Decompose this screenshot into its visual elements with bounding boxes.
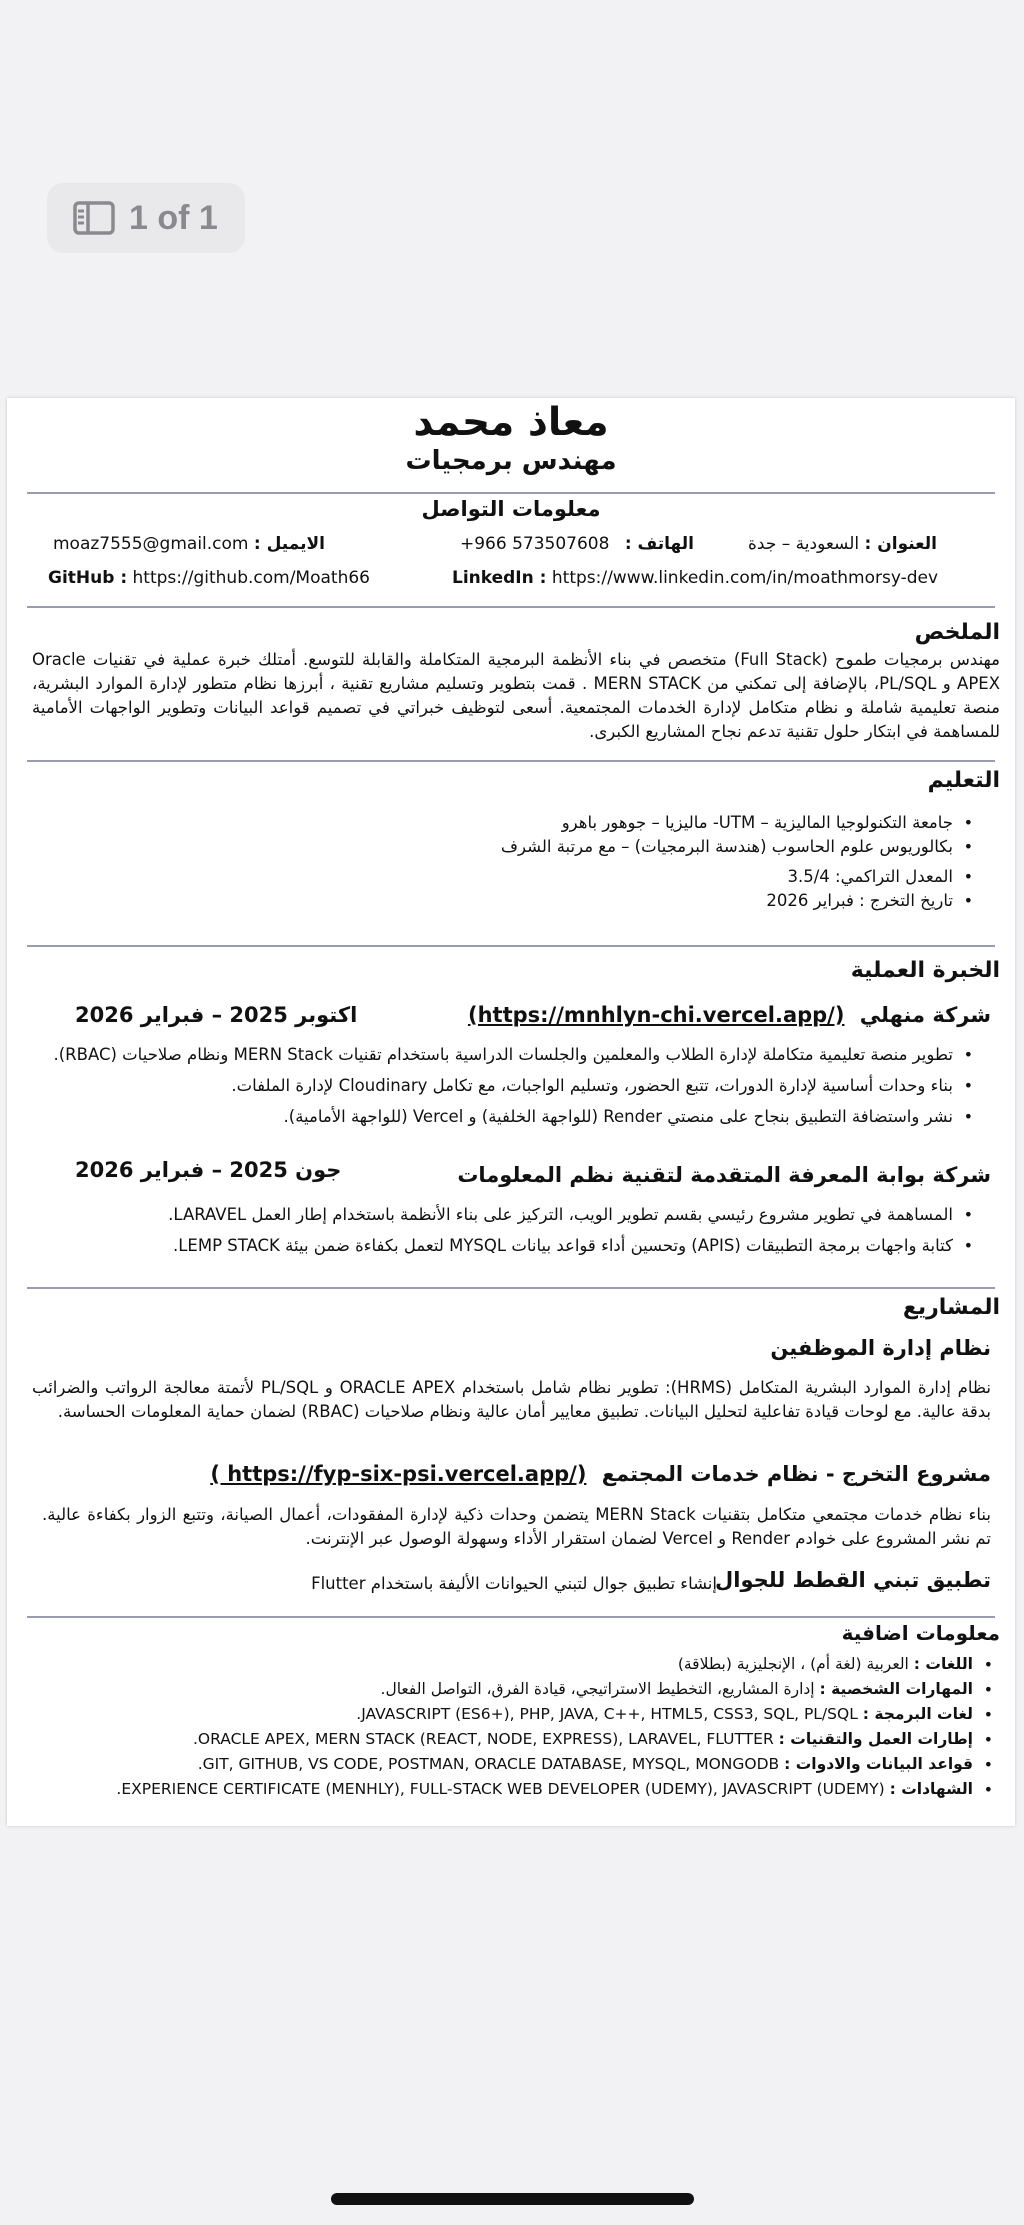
list-item: • بناء وحدات أساسية لإدارة الدورات، تتبع الحضور، وتسليم الواجبات، مع تكامل Cloudinary لإدارة الملفات. bbox=[52, 1074, 975, 1098]
divider bbox=[27, 1287, 995, 1289]
item-value: JAVASCRIPT (ES6+), PHP, JAVA, C++, HTML5, CSS3, SQL, PL/SQL. bbox=[356, 1705, 858, 1723]
email-value[interactable]: moaz7555@gmail.com bbox=[52, 534, 249, 554]
divider bbox=[27, 945, 995, 947]
candidate-title: مهندس برمجيات bbox=[405, 446, 617, 476]
list-item bbox=[17, 1702, 995, 1727]
candidate-name: معاذ محمد bbox=[413, 400, 609, 445]
item-label: إطارات العمل والتقنيات : bbox=[778, 1730, 973, 1748]
list-item: • كتابة واجهات برمجة التطبيقات (APIS) وتحسين أداء قواعد بيانات MYSQL لتعمل بكفاءة ضمن بيئة LEMP STACK. bbox=[52, 1234, 975, 1258]
item-label: الشهادات : bbox=[889, 1780, 973, 1798]
email bbox=[53, 534, 325, 554]
education-list bbox=[375, 811, 975, 913]
item-value: إدارة المشاريع، التخطيط الاستراتيجي، قيادة الفرق، التواصل الفعال. bbox=[380, 1680, 815, 1698]
item-label: قواعد البيانات والادوات : bbox=[784, 1755, 973, 1773]
list-item: • بكالوريوس علوم الحاسوب (هندسة البرمجيات) – مع مرتبة الشرف bbox=[375, 835, 975, 859]
address-label: العنوان : bbox=[864, 534, 937, 554]
github-link[interactable]: https://github.com/Moath66 bbox=[132, 568, 370, 588]
page-count: 1 of 1 bbox=[129, 198, 218, 237]
item-label: المهارات الشخصية : bbox=[819, 1680, 973, 1698]
education-heading: التعليم bbox=[927, 768, 1000, 793]
page-indicator[interactable] bbox=[47, 183, 245, 253]
email-label: الايميل : bbox=[253, 534, 325, 554]
resume-page bbox=[7, 398, 1015, 1826]
divider bbox=[27, 606, 995, 608]
job-title-manhali bbox=[468, 1003, 991, 1027]
item-label: لغات البرمجة : bbox=[862, 1705, 973, 1723]
github bbox=[48, 568, 370, 588]
phone bbox=[460, 534, 694, 554]
job-title-bawaba: شركة بوابة المعرفة المتقدمة لتقنية نظم المعلومات bbox=[457, 1163, 991, 1187]
project-title bbox=[210, 1462, 991, 1486]
divider bbox=[27, 1616, 995, 1618]
list-item: • تاريخ التخرج : فبراير 2026 bbox=[375, 889, 975, 913]
job-date: جون 2025 – فبراير 2026 bbox=[75, 1158, 342, 1182]
list-item bbox=[17, 1752, 995, 1777]
item-label: اللغات : bbox=[913, 1655, 973, 1673]
job-date: اكتوبر 2025 – فبراير 2026 bbox=[75, 1003, 358, 1027]
item-value: EXPERIENCE CERTIFICATE (MENHLY), FULL-STACK WEB DEVELOPER (UDEMY), JAVASCRIPT (UDEMY). bbox=[116, 1780, 885, 1798]
project-title: نظام إدارة الموظفين bbox=[770, 1336, 991, 1360]
linkedin-label: LinkedIn : bbox=[452, 568, 547, 588]
contact-heading: معلومات التواصل bbox=[421, 497, 601, 521]
summary-text: مهندس برمجيات طموح (Full Stack) متخصص في بناء الأنظمة البرمجية المتكاملة والقابلة للتوسع. أمتلك خبرة عملية في تقنيات Oracle APEX و PL/SQL، بالإضافة إلى تمكني من MERN STACK . قمت بتطوير وتسليم مشاريع تقنية ، أبرزها نظام متطور لإدارة الموارد البشرية، منصة تعليمية شاملة و نظام متكامل لإدارة الخدمات المجتمعية. أسعى لتوظيف خبراتي في تصميم قواعد البيانات وتطوير الواجهات الأمامية للمساهمة في ابتكار حلول تقنية تدعم نجاح المشاريع الكبرى. bbox=[32, 650, 1001, 741]
project-link[interactable]: ( https://fyp-six-psi.vercel.app/) bbox=[210, 1462, 587, 1486]
phone-label: الهاتف : bbox=[624, 534, 694, 554]
list-item: • المعدل التراكمي: 3.5/4 bbox=[375, 865, 975, 889]
job-duties-list bbox=[52, 1043, 975, 1129]
project-description: بناء نظام خدمات مجتمعي متكامل بتقنيات MERN Stack يتضمن وحدات ذكية لإدارة المفقودات، أعمال الصيانة، وتتبع الزوار بكفاءة عالية. تم نشر المشروع على خوادم Render و Vercel لضمان استقرار الأداء وسهولة الوصول عبر الإنترنت. bbox=[42, 1505, 991, 1548]
divider bbox=[27, 760, 995, 762]
list-item bbox=[17, 1777, 995, 1802]
list-item: • جامعة التكنولوجيا الماليزية – UTM- ماليزيا – جوهور باهرو bbox=[375, 811, 975, 835]
address bbox=[748, 534, 937, 554]
divider bbox=[27, 492, 995, 494]
additional-heading: معلومات اضافية bbox=[841, 1621, 1000, 1645]
project-description: نظام إدارة الموارد البشرية المتكامل (HRMS): تطوير نظام شامل باستخدام ORACLE APEX و PL/SQL لأتمتة معالجة الرواتب والضرائب بدقة عالية. مع لوحات قيادة تفاعلية لتحليل البيانات. تطبيق معايير أمان عالية ونظام صلاحيات (RBAC) لضمان حماية المعلومات الحساسة. bbox=[32, 1378, 991, 1421]
list-item: • نشر واستضافة التطبيق بنجاح على منصتي Render (للواجهة الخلفية) و Vercel (للواجهة الأمامية). bbox=[52, 1105, 975, 1129]
list-item bbox=[17, 1652, 995, 1677]
list-item: • المساهمة في تطوير مشروع رئيسي بقسم تطوير الويب، التركيز على بناء الأنظمة باستخدام إطار العمل LARAVEL. bbox=[52, 1203, 975, 1227]
linkedin bbox=[452, 568, 938, 588]
additional-list bbox=[17, 1652, 995, 1802]
summary-heading: الملخص bbox=[914, 620, 1000, 645]
linkedin-link[interactable]: https://www.linkedin.com/in/moathmorsy-dev bbox=[551, 568, 939, 588]
list-item bbox=[17, 1727, 995, 1752]
project-name: مشروع التخرج - نظام خدمات المجتمع bbox=[601, 1462, 991, 1486]
item-value: ORACLE APEX, MERN STACK (REACT, NODE, EXPRESS), LARAVEL, FLUTTER. bbox=[192, 1730, 774, 1748]
project-title: تطبيق تبني القطط للجوال bbox=[715, 1568, 991, 1592]
job-duties-list bbox=[52, 1203, 975, 1258]
item-value: العربية (لغة أم) ، الإنجليزية (بطلاقة) bbox=[677, 1655, 909, 1673]
list-item: • تطوير منصة تعليمية متكاملة لإدارة الطلاب والمعلمين والجلسات الدراسية باستخدام تقنيات MERN Stack ونظام صلاحيات (RBAC). bbox=[52, 1043, 975, 1067]
project-description: إنشاء تطبيق جوال لتبني الحيوانات الأليفة باستخدام Flutter bbox=[311, 1574, 717, 1593]
home-indicator[interactable] bbox=[331, 2193, 694, 2205]
list-item bbox=[17, 1677, 995, 1702]
job-company: شركة منهلي bbox=[859, 1003, 991, 1027]
item-value: GIT, GITHUB, VS CODE, POSTMAN, ORACLE DATABASE, MYSQL, MONGODB. bbox=[197, 1755, 780, 1773]
github-label: GitHub : bbox=[48, 568, 128, 588]
projects-heading: المشاريع bbox=[902, 1295, 1000, 1320]
experience-heading: الخبرة العملية bbox=[850, 958, 1000, 983]
address-value: السعودية – جدة bbox=[748, 534, 860, 554]
sidebar-icon bbox=[73, 201, 115, 235]
job-link[interactable]: (https://mnhlyn-chi.vercel.app/) bbox=[467, 1003, 845, 1027]
phone-value[interactable]: +966 573507608 bbox=[459, 534, 610, 554]
